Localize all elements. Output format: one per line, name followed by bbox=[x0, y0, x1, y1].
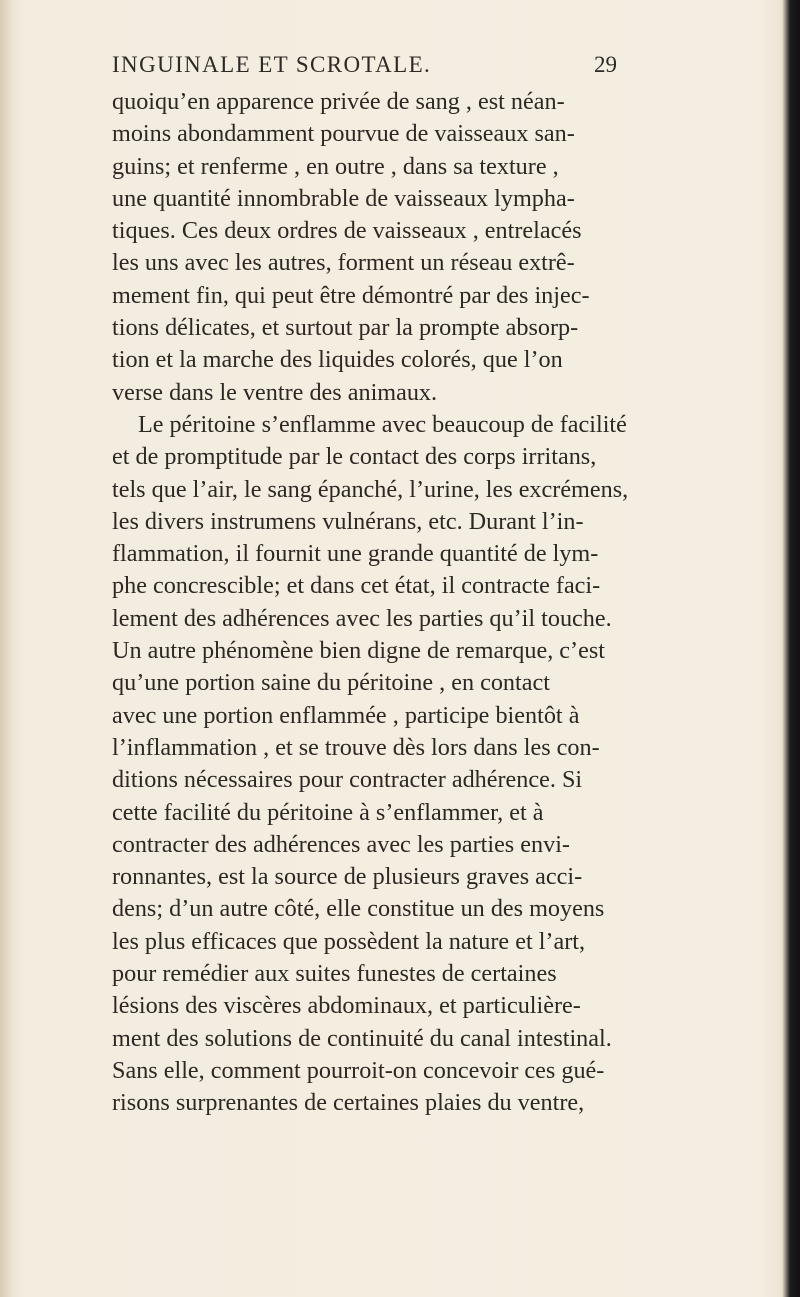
text-line-25: ronnantes, est la source de plusieurs graves acci- bbox=[112, 863, 583, 891]
text-line-30: ment des solutions de continuité du canal intestinal. bbox=[112, 1024, 612, 1052]
text-line-12: et de promptitude par le contact des corps irritans, bbox=[112, 443, 597, 471]
text-line-16: phe concrescible; et dans cet état, il contracte faci- bbox=[112, 572, 601, 600]
text-line-11: Le péritoine s’enflamme avec beaucoup de facilité bbox=[138, 410, 627, 438]
text-line-15: flammation, il fournit une grande quantité de lym- bbox=[112, 540, 599, 568]
text-line-13: tels que l’air, le sang épanché, l’urine, les excrémens, bbox=[112, 475, 629, 503]
text-line-9: tion et la marche des liquides colorés, que l’on bbox=[112, 346, 563, 374]
text-line-18: Un autre phénomène bien digne de remarque, c’est bbox=[112, 637, 605, 665]
page-number: 29 bbox=[594, 52, 617, 77]
text-line-24: contracter des adhérences avec les parties envi- bbox=[112, 830, 570, 858]
text-line-20: avec une portion enflammée , participe bientôt à bbox=[112, 701, 580, 729]
text-line-17: lement des adhérences avec les parties qu’il touche. bbox=[112, 604, 612, 632]
text-line-32: risons surprenantes de certaines plaies du ventre, bbox=[112, 1089, 585, 1117]
text-line-22: ditions nécessaires pour contracter adhérence. Si bbox=[112, 766, 583, 794]
text-line-28: pour remédier aux suites funestes de certaines bbox=[112, 960, 557, 988]
text-line-6: les uns avec les autres, forment un réseau extrê- bbox=[112, 249, 575, 277]
text-line-29: lésions des viscères abdominaux, et particulière- bbox=[112, 992, 581, 1020]
text-line-23: cette facilité du péritoine à s’enflammer, et à bbox=[112, 798, 544, 826]
text-line-21: l’inflammation , et se trouve dès lors dans les con- bbox=[112, 733, 600, 761]
body-text bbox=[112, 86, 652, 1120]
text-line-14: les divers instrumens vulnérans, etc. Durant l’in- bbox=[112, 507, 584, 535]
text-line-10: verse dans le ventre des animaux. bbox=[112, 378, 438, 406]
text-line-27: les plus efficaces que possèdent la nature et l’art, bbox=[112, 927, 586, 955]
running-head: INGUINALE ET SCROTALE. bbox=[112, 52, 432, 77]
text-line-19: qu’une portion saine du péritoine , en contact bbox=[112, 669, 550, 697]
text-line-7: mement fin, qui peut être démontré par des injec- bbox=[112, 281, 590, 309]
text-line-2: moins abondamment pourvue de vaisseaux san- bbox=[112, 120, 575, 148]
text-line-4: une quantité innombrable de vaisseaux lympha- bbox=[112, 184, 575, 212]
text-line-8: tions délicates, et surtout par la prompte absorp- bbox=[112, 314, 579, 342]
text-line-5: tiques. Ces deux ordres de vaisseaux , entrelacés bbox=[112, 217, 582, 245]
text-line-26: dens; d’un autre côté, elle constitue un des moyens bbox=[112, 895, 605, 923]
page-left-edge bbox=[0, 0, 12, 1297]
text-line-31: Sans elle, comment pourroit-on concevoir ces gué- bbox=[112, 1056, 605, 1084]
text-line-1: quoiqu’en apparence privée de sang , est néan- bbox=[112, 88, 565, 115]
text-line-3: guins; et renferme , en outre , dans sa texture , bbox=[112, 152, 559, 180]
